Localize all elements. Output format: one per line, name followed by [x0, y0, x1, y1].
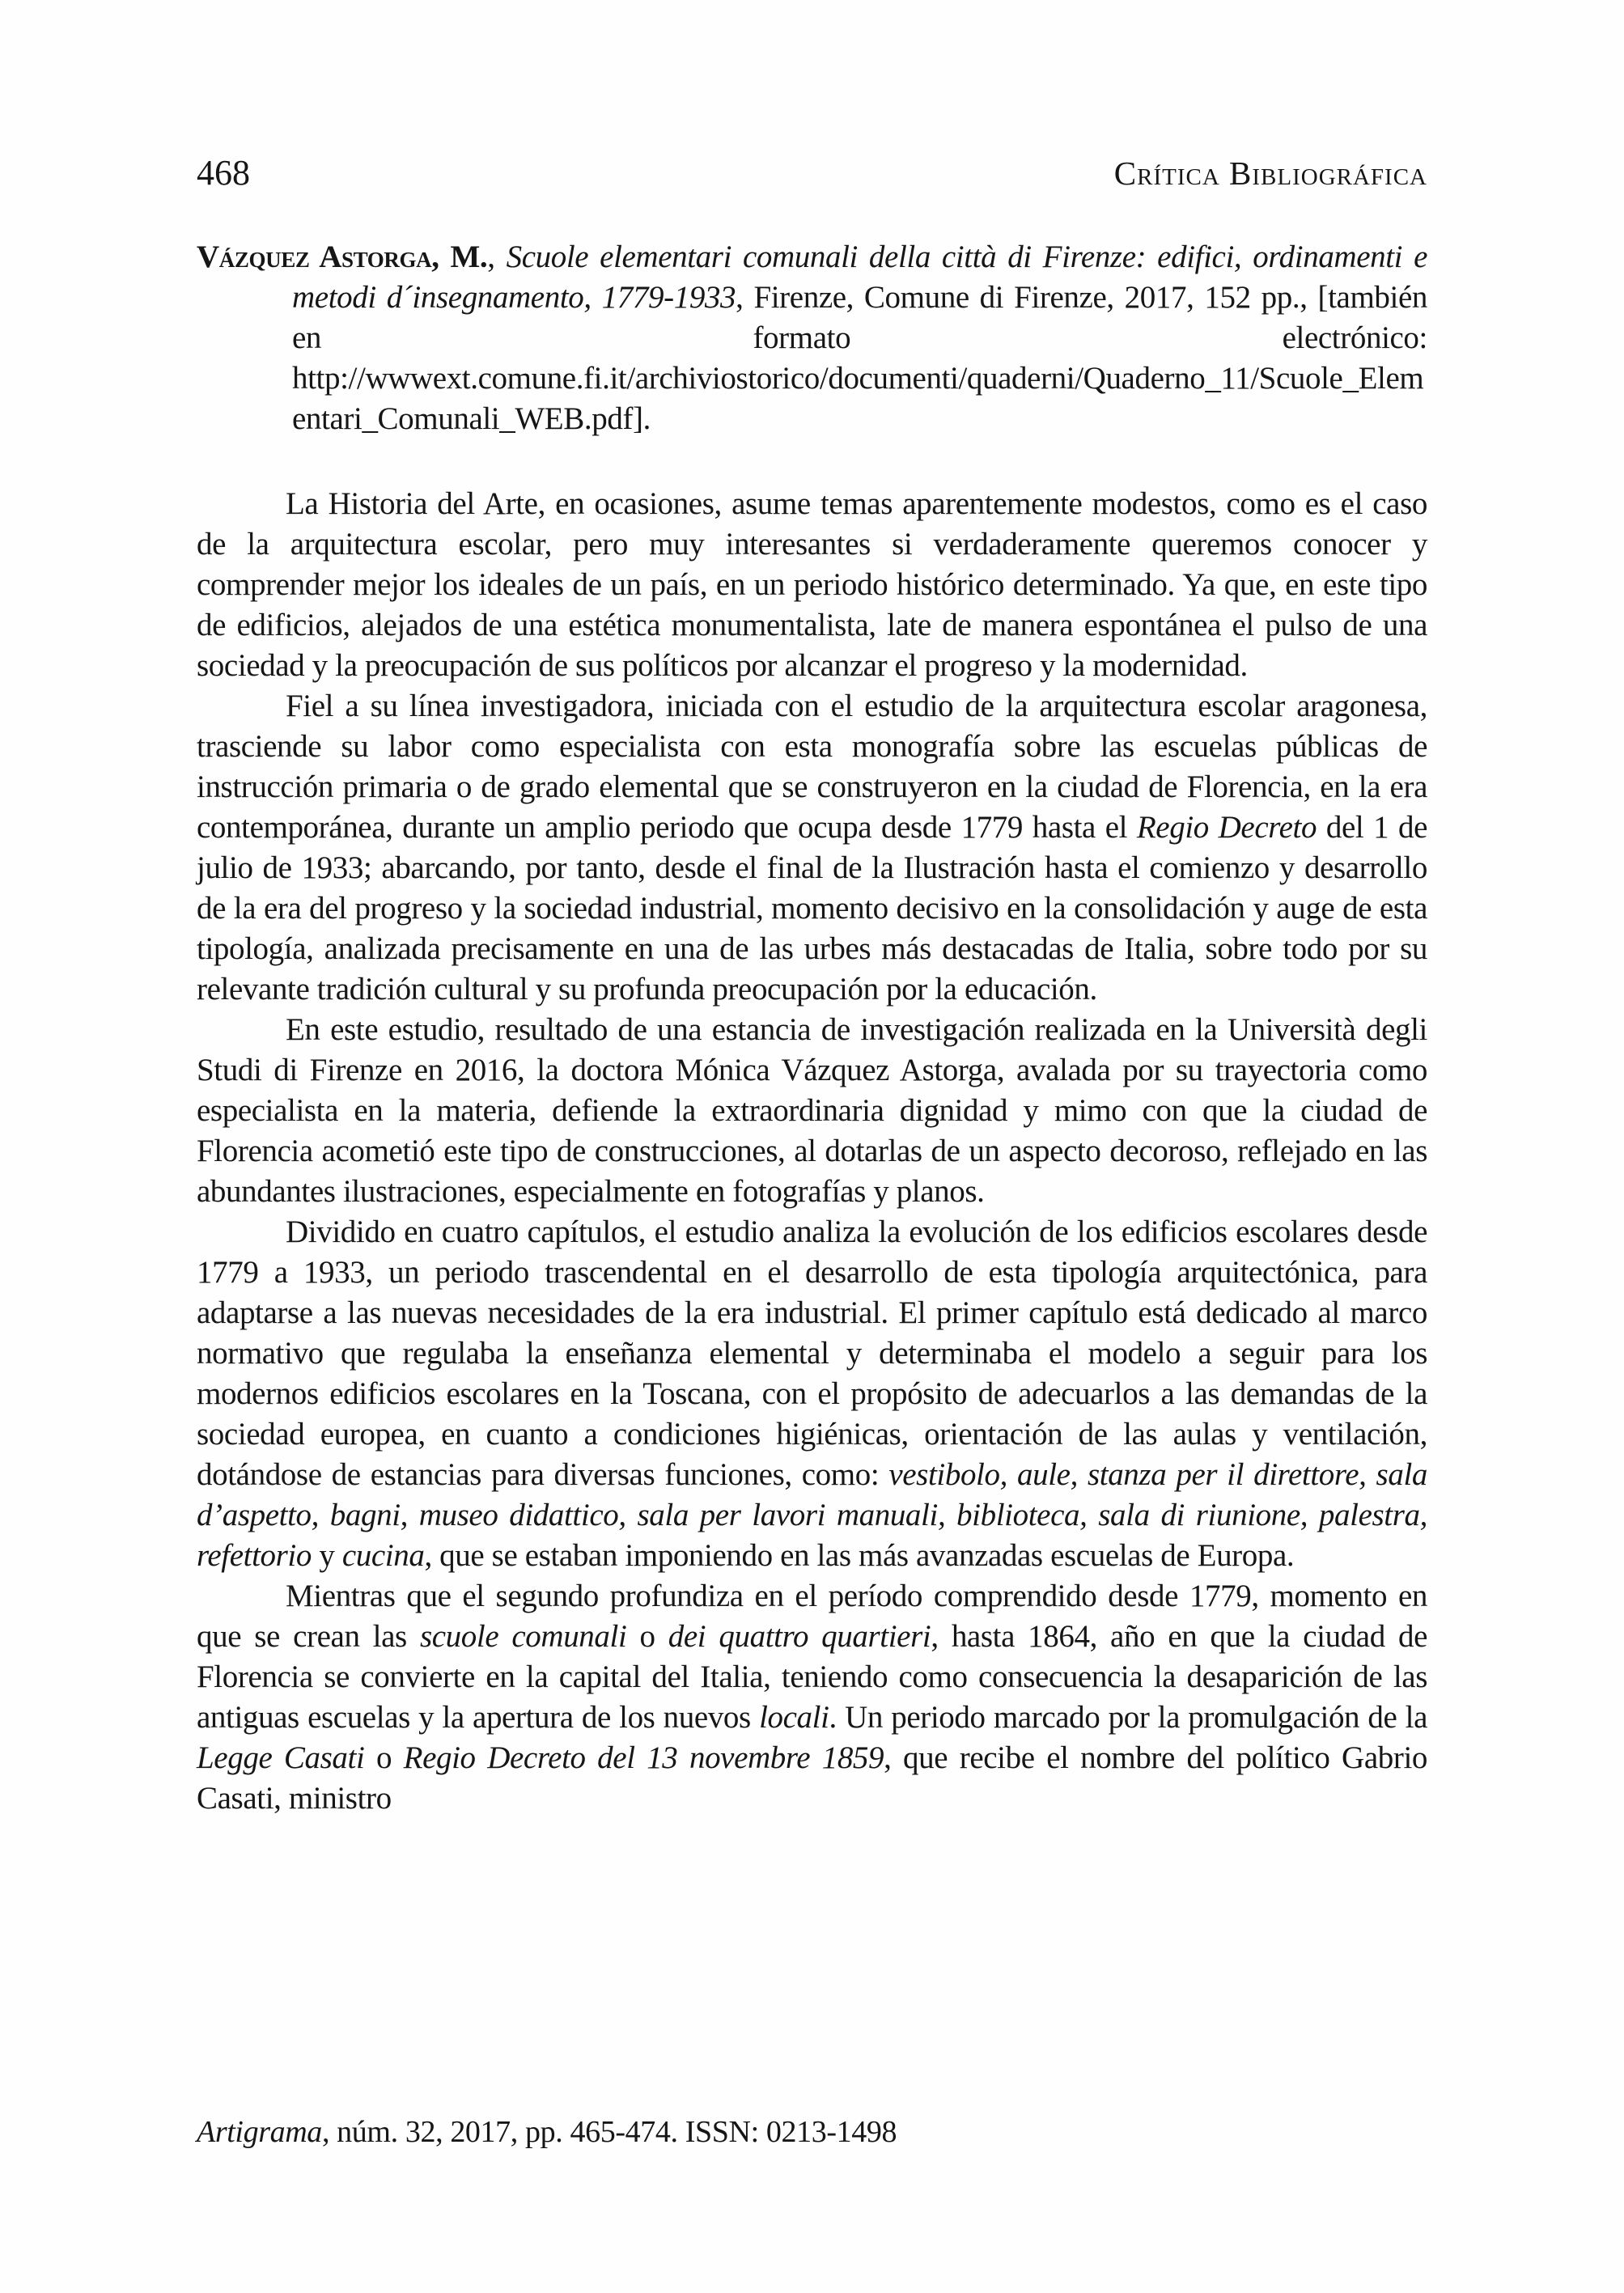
text-run: o: [626, 1619, 668, 1654]
citation-text: [197, 237, 1427, 439]
paragraph-5: [197, 1576, 1427, 1819]
text-run: , hasta 1864, año en que la ciudad de Florencia se convierte en la capital del Italia, teniendo como consecuencia la desaparición de las antiguas escuelas y la apertura de los nuevos: [197, 1619, 1427, 1735]
review-body: [197, 484, 1427, 1819]
paragraph-3: [197, 1010, 1427, 1212]
paragraph-2: [197, 686, 1427, 1010]
text-run: Mientras que el segundo profundiza en el período comprendido desde 1779, momento en que se crean las: [197, 1579, 1427, 1654]
text-run: vestibolo, aule, stanza per il direttore, sala d’aspetto, bagni, museo didattico, sala per lavori manuali, biblioteca, sala di riunione, palestra, refettorio: [197, 1457, 1427, 1573]
text-run: En este estudio, resultado de una estancia de investigación realizada en la Università degli Studi di Firenze en 2016, la doctora Mónica Vázquez Astorga, avalada por su trayectoria como especialista en la materia, defiende la extraordinaria dignidad y mimo con que la ciudad de Florencia acometió este tipo de construcciones, al dotarlas de un aspecto decoroso, reflejado en las abundantes ilustraciones, especialmente en fotografías y planos.: [197, 1012, 1427, 1209]
text-run: cucina: [341, 1538, 425, 1573]
text-run: La Historia del Arte, en ocasiones, asume temas aparentemente modestos, como es el caso de la arquitectura escolar, pero muy interesantes si verdaderamente queremos conocer y comprender mejor los ideales de un país, en un periodo histórico determinado. Ya que, en este tipo de edificios, alejados de una estética monumentalista, late de manera espontánea el pulso de una sociedad y la preocupación de sus políticos por alcanzar el progreso y la modernidad.: [197, 486, 1427, 683]
bibliographic-citation: [197, 237, 1427, 439]
text-run: dei quattro quartieri: [668, 1619, 931, 1654]
running-head: [197, 152, 1427, 193]
text-run: Vázquez Astorga, M.: [197, 239, 488, 274]
text-run: Legge Casati: [197, 1740, 365, 1775]
paragraph-1: [197, 484, 1427, 686]
text-run: scuole comunali: [419, 1619, 627, 1654]
page-footer: [197, 2114, 1427, 2150]
text-run: . Un periodo marcado por la promulgación de la: [829, 1700, 1428, 1735]
text-run: y: [311, 1538, 342, 1573]
running-title: Crítica Bibliográfica: [1113, 155, 1427, 192]
paragraph-4: [197, 1212, 1427, 1576]
text-run: Artigrama: [197, 2115, 322, 2149]
text-run: o: [364, 1740, 404, 1775]
text-run: Dividido en cuatro capítulos, el estudio analiza la evolución de los edificios escolares desde 1779 a 1933, un periodo trascendental en el desarrollo de esta tipología arquitectónica, para adaptarse a las nuevas necesidades de la era industrial. El primer capítulo está dedicado al marco normativo que regulaba la enseñanza elemental y determinaba el modelo a seguir para los modernos edificios escolares en la Toscana, con el propósito de adecuarlos a las demandas de la sociedad europea, en cuanto a condiciones higiénicas, orientación de las aulas y ventilación, dotándose de estancias para diversas funciones, como:: [197, 1214, 1427, 1492]
text-run: , que recibe el nombre del político Gabrio Casati, ministro: [197, 1740, 1427, 1816]
journal-reference-line: [197, 2114, 1427, 2150]
text-run: Scuole elementari comunali della città di Firenze: edifici, ordinamenti e metodi d´insegnamento, 1779-1933: [292, 239, 1427, 315]
text-run: , que se estaban imponiendo en las más avanzadas escuelas de Europa.: [424, 1538, 1295, 1573]
text-run: del 1 de julio de 1933; abarcando, por tanto, desde el final de la Ilustración hasta el comienzo y desarrollo de la era del progreso y la sociedad industrial, momento decisivo en la consolidación y auge de esta tipología, analizada precisamente en una de las urbes más destacadas de Italia, sobre todo por su relevante tradición cultural y su profunda preocupación por la educación.: [197, 810, 1428, 1007]
text-run: , Firenze, Comune di Firenze, 2017, 152 pp., [también en formato electrónico: http://wwwext.comune.fi.it/archiviostorico/documenti/quaderni/Quaderno_11/Scuole_Elementari_Comunali_WEB.pdf].: [292, 280, 1427, 436]
text-run: , núm. 32, 2017, pp. 465-474. ISSN: 0213-1498: [321, 2115, 897, 2149]
text-run: locali: [759, 1700, 829, 1735]
text-run: ,: [487, 239, 507, 274]
text-run: Regio Decreto del 13 novembre 1859: [403, 1740, 884, 1775]
text-run: Fiel a su línea investigadora, iniciada con el estudio de la arquitectura escolar aragonesa, trasciende su labor como especialista con esta monografía sobre las escuelas públicas de instrucción primaria o de grado elemental que se construyeron en la ciudad de Florencia, en la era contemporánea, durante un amplio periodo que ocupa desde 1779 hasta el: [197, 689, 1427, 845]
page-number: 468: [197, 153, 250, 193]
text-run: Regio Decreto: [1136, 810, 1317, 845]
